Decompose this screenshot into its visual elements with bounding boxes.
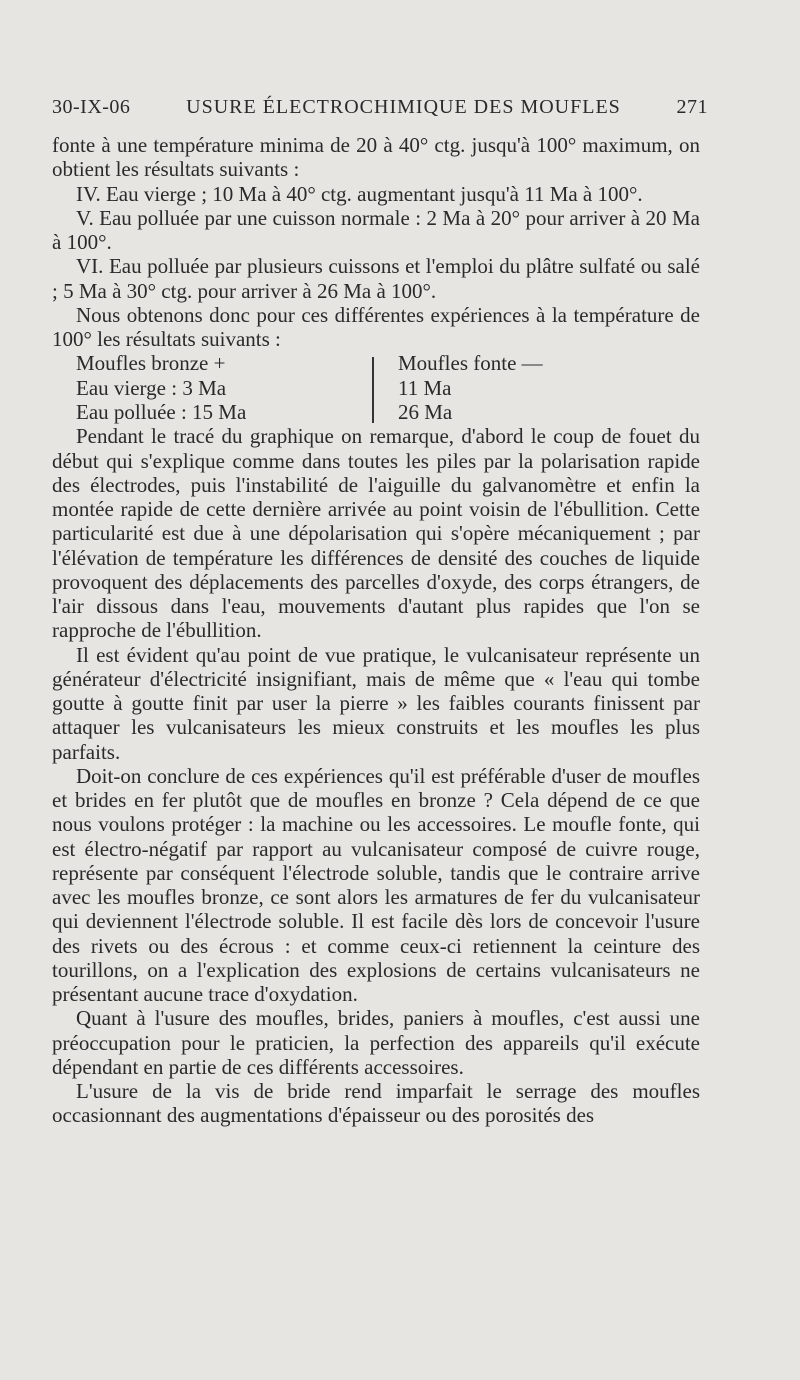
paragraph-practical: Il est évident qu'au point de vue pratique, le vulcanisateur représente un générateur d'électricité insignifiant, mais de même que « l'eau qui tombe goutte à goutte finit par user la pierre » les faibles courants finissent par attaquer les vulcanisateurs les mieux construits et les moufles les plus parfaits. bbox=[52, 642, 700, 764]
running-header bbox=[52, 96, 708, 119]
paragraph-summary-intro: Nous obtenons donc pour ces différentes expériences à la température de 100° les résultats suivants : bbox=[52, 302, 700, 351]
header-date: 30-IX-06 bbox=[52, 96, 131, 118]
comparison-left-row: Eau polluée : 15 Ma bbox=[76, 399, 247, 424]
result-v: V. Eau polluée par une cuisson normale : 2 Ma à 20° pour arriver à 20 Ma à 100°. bbox=[52, 205, 700, 254]
comparison-right-column bbox=[398, 351, 543, 424]
comparison-left-column bbox=[76, 351, 246, 424]
paragraph-conclusion: Doit-on conclure de ces expériences qu'il est préférable d'user de moufles et brides en fer plutôt que de moufles en bronze ? Cela dépend de ce que nous voulons protéger : la machine ou les accessoires. Le moufle fonte, qui est électro-négatif par rapport au vulcanisateur composé de cuivre rouge, représente par conséquent l'électrode soluble, tandis que le contraire arrive avec les moufles bronze, ce sont alors les armatures de fer du vulcanisateur qui deviennent l'électrode soluble. Il est facile dès lors de concevoir l'usure des rivets ou des écrous : et comme ceux-ci retiennent la ceinture des tourillons, on a l'explication des explosions de certains vulcanisateurs ne présentant aucune trace d'oxydation. bbox=[52, 763, 700, 1006]
header-title: USURE ÉLECTROCHIMIQUE DES MOUFLES bbox=[186, 96, 621, 118]
comparison-right-row: 26 Ma bbox=[398, 399, 453, 424]
column-divider bbox=[372, 357, 374, 423]
paragraph-graph-observation: Pendant le tracé du graphique on remarque, d'abord le coup de fouet du début qui s'explique comme dans toutes les piles par la polarisation rapide des électrodes, puis l'instabilité de l'aiguille du galvanomètre et enfin la montée rapide de cette dernière arrivée au point voisin de l'ébullition. Cette particularité est due à une dépolarisation qui s'opère mécaniquement ; par l'élévation de température les différences de densité des couches de liquide provoquent des déplacements des parcelles d'oxyde, des corps étrangers, de l'air dissous dans l'eau, mouvements d'autant plus rapides que l'on se rapproche de l'ébullition. bbox=[52, 424, 700, 643]
comparison-table bbox=[52, 351, 700, 424]
result-vi: VI. Eau polluée par plusieurs cuissons et l'emploi du plâtre sulfaté ou salé ; 5 Ma à 30° ctg. pour arriver à 26 Ma à 100°. bbox=[52, 254, 700, 303]
comparison-right-row: 11 Ma bbox=[398, 375, 452, 400]
paragraph-bride-screw: L'usure de la vis de bride rend imparfait le serrage des moufles occasionnant des augmentations d'épaisseur ou des porosités des bbox=[52, 1079, 700, 1128]
body-text bbox=[52, 133, 700, 1128]
comparison-right-row: Moufles fonte — bbox=[398, 351, 543, 376]
page-number: 271 bbox=[676, 96, 708, 118]
result-iv: IV. Eau vierge ; 10 Ma à 40° ctg. augmentant jusqu'à 11 Ma à 100°. bbox=[76, 181, 643, 206]
paragraph-continued: fonte à une température minima de 20 à 40° ctg. jusqu'à 100° maximum, on obtient les résultats suivants : bbox=[52, 133, 700, 182]
paragraph-accessories: Quant à l'usure des moufles, brides, paniers à moufles, c'est aussi une préoccupation pour le praticien, la perfection des appareils qu'il exécute dépendant en partie de ces différents accessoires. bbox=[52, 1006, 700, 1079]
comparison-left-row: Moufles bronze + bbox=[76, 351, 226, 376]
comparison-left-row: Eau vierge : 3 Ma bbox=[76, 375, 227, 400]
